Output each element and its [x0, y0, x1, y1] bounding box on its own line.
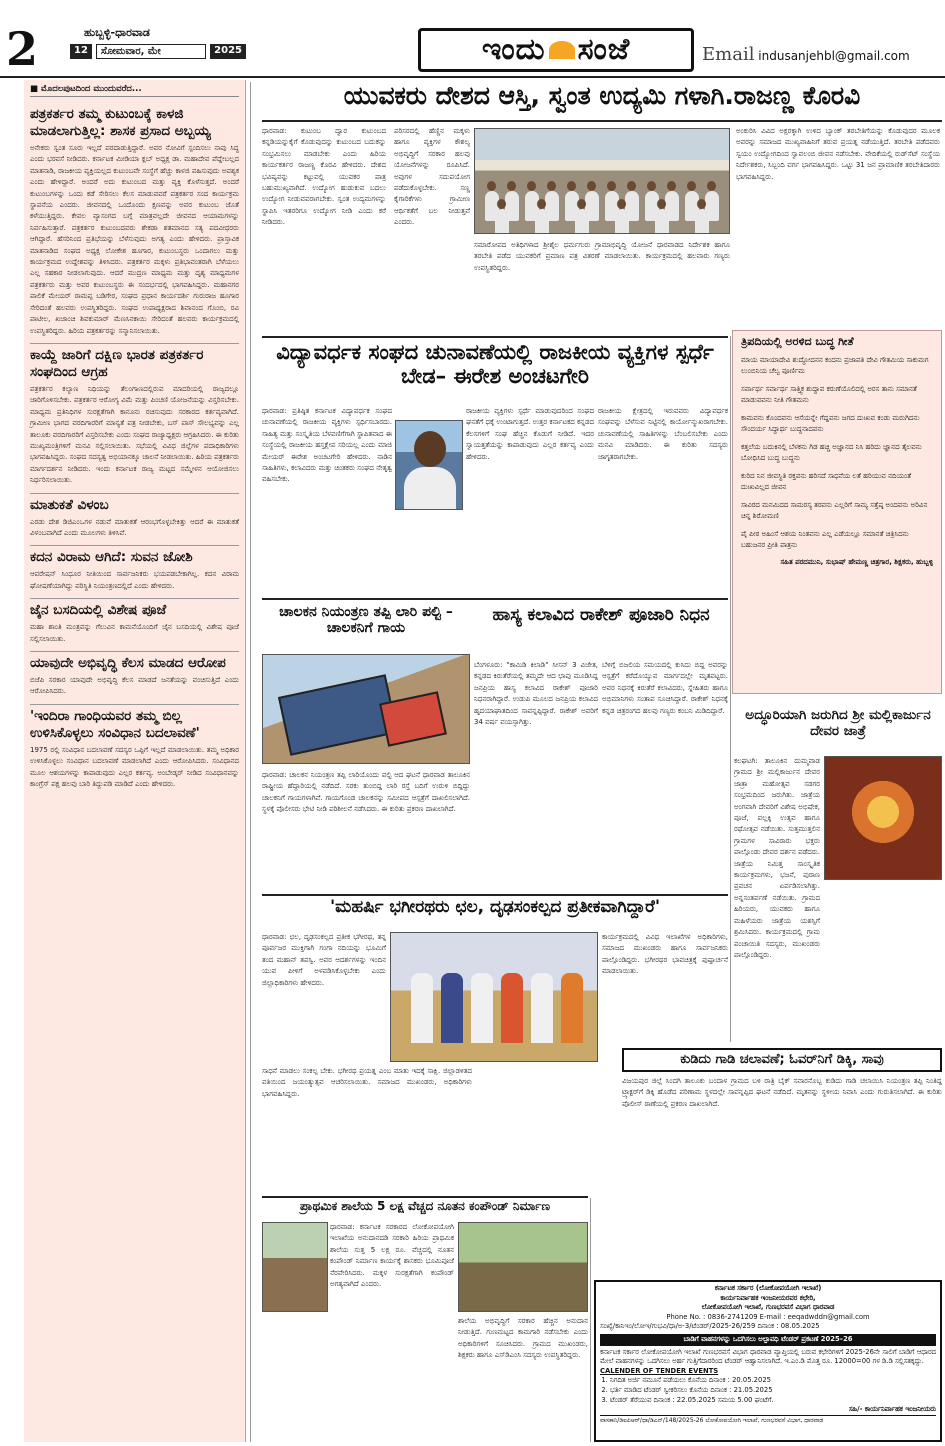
- poem-stanza: ಕುರಿದ ನಿನ ಜೀವಸ್ಥಿತಿ ರಕ್ತವನು ಹರಿಸದೆ ಸಾಧನೆಯ ಲತೆ ಹರಿಯುವ ನದಿಯಂತೆ ದುಃಖವಿಲ್ಲದ ಜೀವನ: [741, 472, 912, 491]
- column-rule: [730, 336, 731, 1042]
- top-story-col: ಪರಿಸರದಲ್ಲಿ ಹೆಣ್ಣಿನ ಮಕ್ಕಳು ಹಾಗೂ ವ್ಯಕ್ತಿಗಳ ಕೌಶಲ್ಯ ಅಭಿವೃದ್ಧಿಗೆ ಸರಕಾರ ಹಲವು ಯೋಜನೆಗಳನ್ನು ರೂಪಿಸಿದೆ. ಅವುಗಳ ಸದುಪಯೋಗ ಪಡೆದುಕೊಳ್ಳಬೇಕು. ಸಣ್ಣ ಕೈಗಾರಿಕೆಗಳು ಗ್ರಾಮೀಣ ಆರ್ಥಿಕತೆಗೆ ಬಲ ನೀಡುತ್ತವೆ ಎಂದರು.: [394, 127, 470, 227]
- divider: [262, 598, 728, 600]
- poem-stanza: ಸರ್ವಾರ್ಥ ಸರ್ವಾರ್ಥ ಸಾತ್ತ್ವಿಕ ಶುದ್ಧಾವ ಕರುಣೆಯೊಲಿದಲ್ಲಿ ಅರಸ ತಾನು ಸಮಾನತೆ ಮಾಡುವವನು ನೀತಿ ಗೌತಮನು: [741, 385, 917, 404]
- second-story-col: ರಾಜಕೀಯ ವ್ಯಕ್ತಿಗಳು ಸ್ಪರ್ಧೆ ಮಾಡುವುದರಿಂದ ಸಂಘದ ಘನತೆಗೆ ಧಕ್ಕೆ ಉಂಟಾಗುತ್ತದೆ. ಉತ್ತರ ಕರ್ನಾಟಕದ ಕನ್ನಡದ ಕೆಲಸಗಳಿಗೆ ಸಂಘ ಹೆಚ್ಚಿನ ಕೊಡುಗೆ ನೀಡಿದೆ. ಇದರ ಸ್ವಾಯತ್ತತೆಯನ್ನು ಕಾಪಾಡುವುದು ಎಲ್ಲರ ಕರ್ತವ್ಯ ಎಂದು ಹೇಳಿದರು.: [466, 407, 594, 461]
- group-photo: [474, 128, 730, 234]
- newspaper-logo: ಇಂದು ಸಂಜೆ: [418, 28, 694, 72]
- tender-banner: ಬಾಡಿಗೆ ವಾಹನಗಳನ್ನು ಒದಗಿಸಲು ಅಲ್ಪಾವಧಿ ಟೆಂಡರ್ ಪ್ರಕಟಣೆ 2025–26: [600, 1334, 936, 1346]
- tender-line: ಕಾರ್ಯನಿರ್ವಾಹಕ ಇಂಜನೀಯರವರ ಕಛೇರಿ,: [720, 1293, 816, 1302]
- lorry-body: ಧಾರವಾಡ: ಚಾಲಕನ ನಿಯಂತ್ರಣ ತಪ್ಪಿ ಲಾರಿಯೊಂದು ಪಲ್ಟಿ ಆದ ಘಟನೆ ಧಾರವಾಡ ತಾಲೂಕಿನ ರಾಷ್ಟ್ರೀಯ ಹೆದ್ದಾರಿಯಲ್ಲಿ ನಡೆದಿದೆ. ಸರಕು ತುಂಬಿದ್ದ ಲಾರಿ ರಸ್ತೆ ಬದಿಗೆ ಉರುಳಿ ಬಿದ್ದಿದ್ದು ಚಾಲಕನಿಗೆ ಗಾಯಗಳಾಗಿವೆ. ಗಾಯಗೊಂಡ ಚಾಲಕನನ್ನು ಸಮೀಪದ ಆಸ್ಪತ್ರೆಗೆ ದಾಖಲಿಸಲಾಗಿದೆ. ಸ್ಥಳಕ್ಕೆ ಪೊಲೀಸರು ಭೇಟಿ ನೀಡಿ ಪರಿಶೀಲನೆ ನಡೆಸಿದರು. ಈ ಕುರಿತು ಪ್ರಕರಣ ದಾಖಲಾಗಿದೆ.: [262, 771, 470, 814]
- continued-kicker: ■ ಮೊದಲಪುಟದಿಂದ ಮುಂದುವರೆದ...: [30, 84, 239, 97]
- column-rule: [250, 82, 251, 1442]
- comedian-col: ಬೆಂಗಳೂರು: "ಕಾಮಿಡಿ ಕಿಲಾಡಿ" ಸೀಸನ್ 3 ವಿಜೇತ, ಕನ್ನಡದ ಕಿರುತೆರೆಯಲ್ಲಿ ತಮ್ಮದೇ ಆದ ಛಾಪು ಮೂಡಿಸಿದ್ದ ಜನಪ್ರಿಯ ಹಾಸ್ಯ ಕಲಾವಿದ ರಾಕೇಶ್ ಪೂಜಾರಿ ನಿಧನರಾಗಿದ್ದಾರೆ. ಉಡುಪಿ ಮೂಲದ ಜನಪ್ರಿಯ ಕಲಾವಿದ ಹೃದಯಾಘಾತದಿಂದ ಸಾವನ್ನಪ್ಪಿದ್ದಾರೆ. ರಾಕೇಶ್ ಅವರಿಗೆ 34 ವರ್ಷ ವಯಸ್ಸಾಗಿತ್ತು.: [474, 661, 598, 727]
- second-story-col: ಧಾರವಾಡ: ಪ್ರತಿಷ್ಠಿತ ಕರ್ನಾಟಕ ವಿದ್ಯಾವರ್ಧಕ ಸಂಘದ ಚುನಾವಣೆಯಲ್ಲಿ ರಾಜಕೀಯ ವ್ಯಕ್ತಿಗಳು ಸ್ಪರ್ಧಿಸಬಾರದು. ಸಾಹಿತ್ಯ ಮತ್ತು ಸಂಸ್ಕೃತಿಯ ಬೆಳವಣಿಗೆಗಾಗಿ ಸ್ಥಾಪಿತವಾದ ಈ ಸಂಸ್ಥೆಯಲ್ಲಿ ರಾಜಕೀಯ ಹಸ್ತಕ್ಷೇಪ ಸರಿಯಲ್ಲ ಎಂದು ಮಾಜಿ ಮೇಯರ್ ಈರೇಶ ಅಂಚಟಗೇರಿ ಹೇಳಿದರು. ನಾಡಿನ ಸಾಹಿತಿಗಳು, ಕಲಾವಿದರು ಮತ್ತು ಚಿಂತಕರು ಸಂಘದ ನೇತೃತ್ವ ವಹಿಸಬೇಕು.: [262, 407, 392, 484]
- bhagiratha-col: ಧಾರವಾಡ: ಛಲ, ದೃಢಸಂಕಲ್ಪದ ಪ್ರತೀಕ ಭಗೀರಥ, ತನ್ನ ಪೂರ್ವಜರ ಮುಕ್ತಿಗಾಗಿ ಗಂಗಾ ನದಿಯನ್ನು ಭೂಮಿಗೆ ತಂದ ಮಹಾನ್ ತಪಸ್ವಿ. ಅವರ ಆದರ್ಶಗಳನ್ನು ಇಂದಿನ ಯುವ ಪೀಳಿಗೆ ಅಳವಡಿಸಿಕೊಳ್ಳಬೇಕು ಎಂದು ಜಿಲ್ಲಾಧಿಕಾರಿಗಳು ಹೇಳಿದರು.: [262, 933, 386, 987]
- bhagiratha-col: ಸಾಧನೆ ಮಾಡಲು ಸಂಕಲ್ಪ ಬೇಕು. ಭಗೀರಥ ಪ್ರಯತ್ನ ಎಂಬ ಮಾತು ಇದಕ್ಕೆ ಸಾಕ್ಷಿ. ಜಿಲ್ಲಾಡಳಿತದ ವತಿಯಿಂದ ಜಯಂತ್ಯುತ್ಸವ ಆಚರಿಸಲಾಯಿತು. ಸಮಾಜದ ಮುಖಂಡರು, ಅಧಿಕಾರಿಗಳು ಭಾಗವಹಿಸಿದ್ದರು.: [262, 1067, 472, 1098]
- email-contact: [702, 44, 910, 65]
- poem-stanza: ಸಾವಿರದ ಮನಮಿದದ ಸಾಮರಸ್ಯ ತರವನು ಎಲ್ಲರಿಗೆ ಸಾಮ್ಯ ಸತ್ತೆಷ್ಠ ಅಂದವನು ಅರಿವಿನ ಚಿನ್ನ ಶಿರೋಮಣಿ: [741, 501, 928, 520]
- left-column: [24, 80, 246, 1442]
- story-heading: 'ಇಂದಿರಾ ಗಾಂಧಿಯವರ ತಮ್ಮ ಬಿಲ್ಲ ಉಳಿಸಿಕೊಳ್ಳಲು ಸಂವಿಧಾನ ಬದಲಾವಣೆ': [30, 704, 239, 742]
- tender-footer: ವಾಸಕಾನಿ/ಡಿಐಪಿಆರ್/ಧಾ/ಡಿಎನ್/148/2025-26 ಲೋಕೋಪಯೋಗಿ ಇಲಾಖೆ, ಗುಣಭರವಸೆ ವಿಭಾಗ, ಧಾರವಾಡ: [600, 1415, 936, 1426]
- top-story-col: ಧಾರವಾಡ: ಕುಟುಂಬ ದ್ವಾರ ಕುಟುಂಬದ ಕನ್ನಡಿಯನ್ನುಕೈಗೆ ಕೊಡುವುದನ್ನು ಕುಟುಂಬದ ಬದುಕನ್ನು ಸಂಭ್ರಮಿಸಲು ಮಾಡಬೇಕು ಎಂದು ಹಿರಿಯ ಕಾರ್ಯಕರ್ತರ ರಾಜಣ್ಣ ಕೊರವಿ ಹೇಳಿದರು. ದೇಶದ ಭವಿಷ್ಯವನ್ನು ಕಟ್ಟುವಲ್ಲಿ ಯುವಕರ ಪಾತ್ರ ಬಹುಮುಖ್ಯವಾಗಿದೆ. ಉದ್ಯೋಗ ಹುಡುಕುವ ಬದಲು ಉದ್ಯೋಗ ನೀಡುವವರಾಗಬೇಕು. ಸ್ವಂತ ಉದ್ಯಮಗಳನ್ನು ಸ್ಥಾಪಿಸಿ ಇತರರಿಗೂ ಉದ್ಯೋಗ ನೀಡಿ ಎಂದು ಕರೆ ನೀಡಿದರು.: [262, 127, 386, 227]
- tender-line: ಕರ್ನಾಟಕ ಸರ್ಕಾರ (ಲೋಕೋಪಯೋಗಿ ಇಲಾಖೆ): [714, 1284, 822, 1292]
- bhagiratha-headline: 'ಮಹರ್ಷಿ ಭಗೀರಥರು ಛಲ, ದೃಢಸಂಕಲ್ಪದ ಪ್ರತೀಕವಾಗಿದ್ದಾರೆ': [329, 897, 661, 917]
- poem-stanza: ಕತ್ತಲೆಯ ಬದುಕಿನಲ್ಲಿ ಬೆಳಕನು ಗಿಡ ಹಚ್ಚಿ ಅಜ್ಞಾನದ ನಿಸಿ ಹರಿದು ಜ್ಞಾನದ ತೈಲವನು ಬೋಧಿಸಿದ ಬುದ್ಧ ಬುದ್ಧನು: [741, 443, 922, 462]
- poem-box: [732, 330, 942, 694]
- temple-headline: ಅದ್ಧೂರಿಯಾಗಿ ಜರುಗಿದ ಶ್ರೀ ಮಲ್ಲಿಕಾರ್ಜುನ ದೇವರ ಜಾತ್ರೆ: [745, 707, 931, 739]
- story-body: ಎರಡು ದೇಶ ಡಿಜಿಎಂಒಗಳ ನಡುವೆ ಮಾತುಕತೆ ಆರಂಭಗೊಳ್ಳಬೇಕಿತ್ತು ಆದರೆ ಈ ಮಾತುಕತೆ ವಿಳಂಬವಾಗಿದೆ ಎಂದು ಮೂಲಗಳು ತಿಳಿಸಿವೆ.: [30, 517, 239, 537]
- poem-stanza: ಕಾಮವನು ಕೊಂದವನು ಆಸೆಯನ್ನೇ ಗೆದ್ದವನು ಜಗದ ದುಃಖವ ಕಂಡು ಮರುಗಿದನು ಸೌಂದರ್ಯ ಸಿದ್ಧಾರ್ಥ ಬುದ್ಧನಾದವನು: [741, 414, 920, 433]
- divider: [262, 336, 728, 338]
- divider: [262, 120, 942, 122]
- school-col: ಶಾಲೆಯ ಅಭಿವೃದ್ಧಿಗೆ ಸರಕಾರ ಹೆಚ್ಚಿನ ಅನುದಾನ ನೀಡುತ್ತಿದೆ. ಗುಣಮಟ್ಟದ ಕಾಮಗಾರಿ ನಡೆಸಬೇಕು ಎಂದು ಅಧಿಕಾರಿಗಳಿಗೆ ಸೂಚಿಸಿದರು. ಗ್ರಾಮದ ಮುಖಂಡರು, ಶಿಕ್ಷಕರು ಹಾಗೂ ಎಸ್‌ಡಿಎಂಸಿ ಸದಸ್ಯರು ಉಪಸ್ಥಿತರಿದ್ದರು.: [458, 1317, 588, 1360]
- story-body: ಪತ್ರಕರ್ತರ ಕಲ್ಯಾಣ ನಿಧಿಯನ್ನು ತೆಲಂಗಾಣದಲ್ಲಿರುವ ಮಾದರಿಯಲ್ಲಿ ರಾಜ್ಯದಲ್ಲೂ ಜಾರಿಗೊಳಿಸಬೇಕು. ಪತ್ರಕರ್ತರ ಆರೋಗ್ಯ ವಿಮೆ ಮತ್ತು ಪಿಂಚಣಿ ಯೋಜನೆಯನ್ನು ವಿಸ್ತರಿಸಬೇಕು. ಮಾಧ್ಯಮ ಪ್ರತಿನಿಧಿಗಳ ಸುರಕ್ಷತೆಗಾಗಿ ಕಾನೂನು ರಚಿಸುವುದು ಸರಕಾರದ ಕರ್ತವ್ಯವಾಗಿದೆ. ಗ್ರಾಮೀಣ ಭಾಗದ ವರದಿಗಾರರಿಗೆ ಮಾನ್ಯತೆ ಪತ್ರ ನೀಡಬೇಕು, ಬಸ್ ಪಾಸ್ ಸೌಲಭ್ಯವನ್ನು ಎಲ್ಲ ತಾಲೂಕು ವರದಿಗಾರರಿಗೆ ವಿಸ್ತರಿಸಬೇಕು ಎಂದು ಸಂಘದ ರಾಜ್ಯಾಧ್ಯಕ್ಷರು ಆಗ್ರಹಿಸಿದರು. ಈ ಕುರಿತು ಮುಖ್ಯಮಂತ್ರಿಗಳಿಗೆ ಮನವಿ ಸಲ್ಲಿಸಲಾಯಿತು. ಸಭೆಯಲ್ಲಿ ವಿವಿಧ ಜಿಲ್ಲೆಗಳ ಪದಾಧಿಕಾರಿಗಳು ಭಾಗವಹಿಸಿದ್ದರು. ಸಂಘದ ಸದಸ್ಯತ್ವ ಅಭಿಯಾನಕ್ಕೂ ಚಾಲನೆ ನೀಡಲಾಯಿತು. ಹಿರಿಯ ಪತ್ರಕರ್ತರು ಮಾರ್ಗದರ್ಶನ ನೀಡಿದರು. ಇಂದು ಕರ್ನಾಟಕ ರಾಜ್ಯ ಮಟ್ಟದ ಸಮ್ಮೇಳನ ಆಯೋಜಿಸಲು ನಿರ್ಧರಿಸಲಾಯಿತು.: [30, 384, 239, 485]
- school-photo-b: [458, 1222, 588, 1312]
- school-photo-a: [262, 1222, 328, 1312]
- divider: [262, 1196, 588, 1198]
- edition-name: ಹುಬ್ಬಳ್ಳಿ-ಧಾರವಾಡ: [84, 26, 150, 39]
- tractor-body: ವಿಜಯಪುರ ಜಿಲ್ಲೆ ಸಿಂದಗಿ ತಾಲೂಕು ಬಂದಾಳ ಗ್ರಾಮದ ಬಳಿ ರಾತ್ರಿ ಬೈಕ್ ಸವಾರನೊಬ್ಬ ಕುಡಿದು ಗಾಡಿ ಚಲಾಯಿಸಿ ನಿಯಂತ್ರಣ ತಪ್ಪಿ ನಿಂತಿದ್ದ ಟ್ರ್ಯಾಕ್ಟರ್‌ಗೆ ಡಿಕ್ಕಿ ಹೊಡೆದ ಪರಿಣಾಮ ಸ್ಥಳದಲ್ಲೇ ಸಾವನ್ನಪ್ಪಿದ ಘಟನೆ ನಡೆದಿದೆ. ಮೃತನನ್ನು ಸ್ಥಳೀಯ ನಿವಾಸಿ ಎಂದು ಗುರುತಿಸಲಾಗಿದೆ. ಈ ಕುರಿತು ಪೊಲೀಸ್ ಠಾಣೆಯಲ್ಲಿ ಪ್ರಕರಣ ದಾಖಲಾಗಿದೆ.: [622, 1077, 942, 1108]
- poem-title: ತ್ರಿಪದಿಯಲ್ಲಿ ಅರಳಿದ ಬುದ್ಧ ಗೀತೆ: [741, 335, 854, 348]
- edition-info: [70, 26, 246, 59]
- tender-notice: [594, 1280, 942, 1442]
- temple-idol-photo: [824, 756, 942, 880]
- comedian-col: ಬೆಳಿಗ್ಗೆ ಬಿಜಲಿಯ ಸಮಯದಲ್ಲಿ ಕುಸಿದು ಬಿದ್ದ ಅವರನ್ನು ಆಸ್ಪತ್ರೆಗೆ ಕರೆದೊಯ್ಯುವ ಮಾರ್ಗದಲ್ಲೇ ಮೃತಪಟ್ಟರು. ಅವರ ನಿಧನಕ್ಕೆ ಕಿರುತೆರೆ ಕಲಾವಿದರು, ಸ್ನೇಹಿತರು ಹಾಗೂ ಅಭಿಮಾನಿಗಳು ಸಂತಾಪ ಸೂಚಿಸಿದ್ದಾರೆ. ರಾಕೇಶ್ ನಿಧನಕ್ಕೆ ಕನ್ನಡ ಚಿತ್ರರಂಗದ ಹಲವು ಗಣ್ಯರು ಕಂಬನಿ ಮಿಡಿದಿದ್ದಾರೆ.: [602, 661, 728, 715]
- bhagiratha-col: ಕಾರ್ಯಕ್ರಮದಲ್ಲಿ ವಿವಿಧ ಇಲಾಖೆಗಳ ಅಧಿಕಾರಿಗಳು, ಸಮಾಜದ ಮುಖಂಡರು ಹಾಗೂ ಸಾರ್ವಜನಿಕರು ಪಾಲ್ಗೊಂಡಿದ್ದರು. ಭಗೀರಥರ ಭಾವಚಿತ್ರಕ್ಕೆ ಪುಷ್ಪಾರ್ಚನೆ ಮಾಡಲಾಯಿತು.: [602, 933, 728, 976]
- story-heading: ಕದನ ವಿರಾಮ ಆಗಿದೆ: ಸುವನ ಜೋಶಿ: [30, 545, 239, 566]
- tender-sign: ಸಹಿ/- ಕಾರ್ಯನಿರ್ವಾಹಕ ಇಂಜನೀಯರು: [848, 1405, 936, 1414]
- poem-stanza: ಮಾಯ ಮಾಯಾದೇವಿ ಶುದ್ಧೋದನನ ಕಂದನು ಪ್ರಜಾಪತಿ ದೇವಿ ಗೌತಮಿಯ ಸಾಕುಮಗ ಲುಂಬಿನಿಯ ಚೆಲ್ವ ಪೂರ್ಣಿಮ: [741, 356, 929, 375]
- tender-ref: ಸಂಖ್ಯೆ/ಕಾನಿಇಂ/ಲೋಇ/ಗುಭವಿ/ಧಾ/ಅ-3/ಟೆಂಡರ್/2025-26/259 ದಿನಾಂಕ : 08.05.2025: [600, 1322, 820, 1331]
- story-body: ಬಿಜೆಪಿ ಸರಕಾರ ಯಾವುದೇ ಅಭಿವೃದ್ಧಿ ಕೆಲಸ ಮಾಡದೆ ಜನತೆಯನ್ನು ವಂಚಿಸುತ್ತಿದೆ ಎಂದು ಆರೋಪಿಸಿದರು.: [30, 676, 239, 696]
- tender-item: 3. ಟೆಂಡರ್ ತೆರೆಯುವ ದಿನಾಂಕ : 22.05.2025 ಸಮಯ 5.00 ಘಂಟೆಗೆ.: [610, 1396, 936, 1406]
- tender-line: ಲೋಕೋಪಯೋಗಿ ಇಲಾಖೆ, ಗುಣಭರವಸೆ ವಿಭಾಗ ಧಾರವಾಡ: [701, 1303, 835, 1312]
- temple-body: ಕಲಘಟಗಿ: ತಾಲೂಕಿನ ದುಮ್ಮವಾಡ ಗ್ರಾಮದ ಶ್ರೀ ಮಲ್ಲಿಕಾರ್ಜುನ ದೇವರ ಜಾತ್ರಾ ಮಹೋತ್ಸವ ಸಡಗರ ಸಂಭ್ರಮದಿಂದ ಜರುಗಿತು. ಜಾತ್ರೆಯ ಅಂಗವಾಗಿ ದೇವರಿಗೆ ವಿಶೇಷ ಅಭಿಷೇಕ, ಪೂಜೆ, ಪಲ್ಲಕ್ಕಿ ಉತ್ಸವ ಹಾಗೂ ರಥೋತ್ಸವ ನಡೆಯಿತು. ಸುತ್ತಮುತ್ತಲಿನ ಗ್ರಾಮಗಳ ಸಾವಿರಾರು ಭಕ್ತರು ಪಾಲ್ಗೊಂಡು ದೇವರ ದರ್ಶನ ಪಡೆದರು. ಜಾತ್ರೆಯ ನಿಮಿತ್ತ ಸಾಂಸ್ಕೃತಿಕ ಕಾರ್ಯಕ್ರಮಗಳು, ಭಜನೆ, ಪುರಾಣ ಪ್ರವಚನ ಏರ್ಪಡಿಸಲಾಗಿತ್ತು. ಅನ್ನಸಂತರ್ಪಣೆ ನಡೆಯಿತು. ಗ್ರಾಮದ ಹಿರಿಯರು, ಯುವಕರು ಹಾಗೂ ಮಹಿಳೆಯರು ಜಾತ್ರೆಯ ಯಶಸ್ಸಿಗೆ ಶ್ರಮಿಸಿದರು. ಕಾರ್ಯಕ್ರಮದಲ್ಲಿ ಗ್ರಾಮ ಪಂಚಾಯಿತಿ ಸದಸ್ಯರು, ಮುಖಂಡರು ಪಾಲ್ಗೊಂಡಿದ್ದರು.: [734, 757, 820, 959]
- top-story-col: ಸಮಾರೋಪದ ಅತಿಥಿಗಳಾದ ಶ್ರೀಶೈಲ ಧರ್ಮಗುರು ಗ್ರಾಮಾಭಿವೃದ್ಧಿ ಯೋಜನೆ ಧಾರವಾಡದ ನಿರ್ದೇಶಕ ಹಾಗೂ ತರಬೇತಿ ಪಡೆದ ಯುವಕರಿಗೆ ಪ್ರಮಾಣ ಪತ್ರ ವಿತರಣೆ ಮಾಡಲಾಯಿತು. ಕಾರ್ಯಕ್ರಮದಲ್ಲಿ ಹಲವಾರು ಗಣ್ಯರು ಉಪಸ್ಥಿತರಿದ್ದರು.: [474, 241, 730, 272]
- school-headline: ಪ್ರಾಥಮಿಕ ಶಾಲೆಯ 5 ಲಕ್ಷ ವೆಚ್ಚದ ನೂತನ ಕಂಪೌಂಡ್ ನಿರ್ಮಾಣ: [300, 1199, 550, 1213]
- story-heading: ಕಾಯ್ದೆ ಜಾರಿಗೆ ದಕ್ಷಿಣ ಭಾರತ ಪತ್ರಕರ್ತರ ಸಂಘದಿಂದ ಆಗ್ರಹ: [30, 343, 239, 381]
- story-body: ಅನೇಕರು ಸ್ವಂತ ಸೂರು ಇಲ್ಲದೆ ಪರದಾಡುತ್ತಿದ್ದಾರೆ. ಅವರ ನೋವಿಗೆ ಸ್ಪಂದಿಸಲು ನಾವು ಸಿದ್ಧ ಎಂದು ಭರವಸೆ ನೀಡಿದರು. ಕರ್ನಾಟಕ ಮೀಡಿಯಾ ಕ್ಲಬ್ ಅಧ್ಯಕ್ಷ ಡಾ. ಮಹಾದೇವ ಪೆದ್ದೇಬಲ್ಲದ ಮಾತನಾಡಿ, ರಾಜಕೀಯ ವ್ಯಕ್ತಿಯಲ್ಲದ ಕುಟುಂಬವೇ ಸಂಸ್ಥೆಗೆ ಹೆಚ್ಚು ಕಾಳಜಿ ವಹಿಸುವುದು ಅವಶ್ಯಕ ಎಂದು ಹೇಳಿದ್ದಾರೆ. ಅಂದರೆ ಅದು ಕುಟುಂಬದ ಮತ್ತು ವ್ಯಕ್ತಿ ಕೊಳೆಸುತ್ತದೆ. ಅಂದರೆ ಕುಟುಂಬಗಳನ್ನು ಒಂದು ಕಡೆ ಸೇರಿಸಲು ಕೆಲಸ ಮಾಡುವವರೆ ಪತ್ರಕರ್ತರ ಸಂದ ಕಾರ್ಯಕ್ರಮ ಸ್ಥಾಪನೆಯ ಎಂದರು. ಜೀವನದಲ್ಲಿ ಒಂದೊಂದು ಕ್ಷಣವನ್ನು ಅವರ ಕುಟುಂಬ ಜೊತೆ ಕಳೆಯುತ್ತಿದ್ದರು. ಕೇವಲ ವ್ಯಾಸಂಗದ ಬಗ್ಗೆ ಮಾತ್ರವಲ್ಲದೇ ಜೀವನದ ಆಯಾಮಗಳನ್ನು ನಿರ್ವಹಿಸುತ್ತಾರೆ. ಪತ್ರಕರ್ತರ ಕುಟುಂಬದವರು ಶೇಕಡಾ ಶತಮಾನದ ಸತ್ಯ ಪದವೀಧರರು ಆಗಿದ್ದಾರೆ. ಹೆಸರಿನಿಂದ ಪ್ರತಿಭೆಯನ್ನು ಬೆಳೆಸುವುದು ಅಗತ್ಯ ಎಂದು ಹೇಳಿದರು. ಪ್ರಾಸ್ತಾವಿಕ ಮಾತನಾಡಿದ ಸಂಘದ ಅಧ್ಯಕ್ಷ ಲೋಕೇಶ ಹೂಗಾರ, ಕುಟುಂಬಸ್ಥರು ಒಂದಾಗಲು ಮತ್ತು ಕಾರ್ಯಕ್ರಮದ ಉದ್ದೇಶವನ್ನು ತಿಳಿಸಿದರು. ಪತ್ರಕರ್ತರ ಮಕ್ಕಳು ಪ್ರತಿಭಾವಂತರಾಗಿ ಬೆಳೆಯಲು ಎಲ್ಲ ಸಹಕಾರ ನೀಡಲಾಗುವುದು. ಆದರೆ ಮುದ್ರಣ ಮಾಧ್ಯಮ ಮತ್ತು ದೃಶ್ಯ ಮಾಧ್ಯಮಗಳ ಪತ್ರಕರ್ತರು ಮತ್ತು ಅವರ ಕುಟುಂಬಸ್ಥರು ಈ ಸಂದರ್ಭದಲ್ಲಿ ಭಾಗವಹಿಸಿದ್ದರು. ಮಹಾನಗರ ಪಾಲಿಕೆ ಮೇಯರ್ ರಾಮಪ್ಪ ಬಡಿಗೇರ, ಸಂಘದ ಪ್ರಧಾನ ಕಾರ್ಯದರ್ಶಿ ಗುರುರಾಜ ಹೂಗಾರ ಸೇರಿದಂತೆ ಹಲವರು ಉಪಸ್ಥಿತರಿದ್ದರು. ಸಂಘದ ಉಪಾಧ್ಯಕ್ಷರಾದ ಶಿವಾನಂದ ಗೊಂಬಿ, ರವಿ ಪಾಟೀಲ, ಖಜಾಂಚಿ ಶಿವಕುಮಾರ್ ಮೆಣಸಿನಕಾಯಿ ಸೇರಿದಂತೆ ಹಲವರು ಕಾರ್ಯಕ್ರಮದಲ್ಲಿ ಉಪಸ್ಥಿತರಿದ್ದರು. ಹಿರಿಯ ಪತ್ರಕರ್ತರನ್ನು ಸನ್ಮಾನಿಸಲಾಯಿತು.: [30, 144, 239, 335]
- top-story-headline: ಯುವಕರು ದೇಶದ ಆಸ್ತಿ, ಸ್ವಂತ ಉದ್ಯಮಿ ಗಳಾಗಿ.ರಾಜಣ್ಣ ಕೊರವಿ: [343, 81, 861, 110]
- story-heading: ಯಾವುದೇ ಅಭಿವೃದ್ಧಿ ಕೆಲಸ ಮಾಡದ ಆರೋಪ: [30, 651, 239, 672]
- story-heading: ಪತ್ರಕರ್ತರ ತಮ್ಮ ಕುಟುಂಬಕ್ಕೆ ಕಾಳಜಿ ಮಾಡಲಾಗುತ್ತಿಲ್ಲ: ಶಾಸಕ ಪ್ರಸಾದ ಅಬ್ಬಯ್ಯ: [30, 106, 211, 139]
- tractor-headline: ಕುಡಿದು ಗಾಡಿ ಚಲಾವಣೆ; ಓವರ್‌ನಿಗೆ ಡಿಕ್ಕಿ, ಸಾವು: [622, 1048, 942, 1072]
- story-body: 1975 ರಲ್ಲಿ ಸಂವಿಧಾನ ಬದಲಾವಣೆ ಸದಸ್ಯರ ಒಪ್ಪಿಗೆ ಇಲ್ಲದೆ ಮಾಡಲಾಯಿತು. ತಮ್ಮ ಅಧಿಕಾರ ಉಳಿಸಿಕೊಳ್ಳಲು ಸಂವಿಧಾನ ಬದಲಾವಣೆ ಮಾಡಲಾಗಿದೆ ಎಂದು ಆರೋಪಿಸಿದರು. ಸಂವಿಧಾನದ ಮೂಲ ಆಶಯಗಳನ್ನು ಕಾಪಾಡುವುದು ಎಲ್ಲರ ಕರ್ತವ್ಯ. ಅಂಬೇಡ್ಕರ್ ನೀಡಿದ ಸಂವಿಧಾನವನ್ನು ಕಾಂಗ್ರೆಸ್ ಪಕ್ಷ ಹಲವು ಬಾರಿ ತಿದ್ದುಪಡಿ ಮಾಡಿದೆ ಎಂದು ಹೇಳಿದರು.: [30, 745, 239, 789]
- poem-author: ಸಹಿತ ಪರದಮುನಿ, ಸುಭಾಷ್ ಹೇಮಣ್ಣ ಚಿತ್ರಗಾರ, ಶಿಕ್ಷಕರು, ಹುಬ್ಬಳ್ಳಿ: [780, 558, 933, 566]
- masthead: [0, 0, 945, 78]
- tender-calendar: CALENDER OF TENDER EVENTS: [600, 1366, 719, 1375]
- bhagiratha-photo: [390, 932, 598, 1062]
- story-body: ಆಪರೇಷನ್ ಸಿಂಧೂರ ನೀತಿಯಿಂದ ಸಾರ್ವಜನಿಕರು ಭಯಪಡಬೇಕಾಗಿಲ್ಲ. ಕದನ ವಿರಾಮ ಘೋಷಣೆಯಾಗಿದ್ದು ಪರಿಸ್ಥಿತಿ ನಿಯಂತ್ರಣದಲ್ಲಿದೆ ಎಂದು ಹೇಳಿದರು.: [30, 570, 239, 590]
- page-box: 12: [70, 44, 92, 59]
- poem-stanza: ಪೈ ಪೀಠ ಅಹಿಂಸೆ ಆಶಯ ನಿಂತವನು ಎಲ್ಲ ಎಡೆಯಲ್ಲೂ ಸಮಾನತೆ ಚಿತ್ರಿಸಿದನು ಬಹುಜನರ ಪ್ರೀತಿ ಪಾತ್ರನು: [741, 530, 909, 549]
- sun-icon: [549, 41, 575, 59]
- story-heading: ಮಾತುಕತೆ ವಿಳಂಬ: [30, 493, 239, 514]
- lorry-photo: [262, 654, 470, 764]
- tender-item: 1. ನಿಗದಿತ ಅರ್ಜಿ ನಮೂನೆ ಪಡೆಯಲು ಕೊನೆಯ ದಿನಾಂಕ : 20.05.2025: [610, 1376, 936, 1386]
- email-address: indusanjehbl@gmail.com: [758, 49, 910, 63]
- tender-phone: Phone No. : 0836-2741209 E-mail : eeqadwddn@gmail.com: [666, 1312, 870, 1321]
- bhagiratha-col: [476, 1066, 616, 1196]
- divider: [262, 894, 728, 896]
- second-story-col: ರಾಜಕೀಯ ಕ್ಷೇತ್ರದಲ್ಲಿ ಇರುವವರು ವಿದ್ಯಾವರ್ಧಕ ಸಂಘವನ್ನು ಬೆಳೆಸುವ ನಿಟ್ಟಿನಲ್ಲಿ ಕಾರ್ಯೋನ್ಮುಖರಾಗಬೇಕು. ಚುನಾವಣೆಯಲ್ಲಿ ಸಾಹಿತಿಗಳನ್ನು ಬೆಂಬಲಿಸಬೇಕು ಎಂದು ಮನವಿ ಮಾಡಿದರು. ಈ ಕುರಿತು ಸದಸ್ಯರು ಜಾಗೃತರಾಗಬೇಕು.: [598, 407, 728, 461]
- page-number: 2: [6, 22, 39, 76]
- tender-item: 2. ಭರ್ತಿ ಮಾಡಿದ ಟೆಂಡರ್ ಸ್ವೀಕರಿಸಲು ಕೊನೆಯ ದಿನಾಂಕ : 21.05.2025: [610, 1386, 936, 1396]
- email-label: Email: [702, 44, 755, 65]
- date-year: 2025: [210, 44, 246, 59]
- comedian-headline: ಹಾಸ್ಯ ಕಲಾವಿದ ರಾಕೇಶ್ ಪೂಜಾರಿ ನಿಧನ: [492, 605, 710, 625]
- second-story-headline: ವಿದ್ಯಾವರ್ಧಕ ಸಂಘದ ಚುನಾವಣೆಯಲ್ಲಿ ರಾಜಕೀಯ ವ್ಯಕ್ತಿಗಳ ಸ್ಪರ್ಧೆ ಬೇಡ– ಈರೇಶ ಅಂಚಟಗೇರಿ: [276, 340, 714, 389]
- portrait-photo: [395, 420, 463, 510]
- column-rule: [590, 1198, 591, 1442]
- story-body: ಮಹಾ ಶಾಂತಿ ಮಂತ್ರವನ್ನು ಗೆಲುವಿನ ಕಾಮನೆಯೊಂದಿಗೆ ಜೈನ ಬಸದಿಯಲ್ಲಿ ವಿಶೇಷ ಪೂಜೆ ಸಲ್ಲಿಸಲಾಯಿತು.: [30, 623, 239, 643]
- tender-text: ಕರ್ನಾಟಕ ಸರ್ಕಾರ ಲೋಕೋಪಯೋಗಿ ಇಲಾಖೆ ಗುಣಭರವಸೆ ವಿಭಾಗ ಧಾರವಾಡ ವ್ಯಾಪ್ತಿಯಲ್ಲಿ ಬರುವ ಕಛೇರಿಗಳಿಗೆ 2025-26ನೇ ಸಾಲಿಗೆ ಬಾಡಿಗೆ ಆಧಾರದ ಮೇಲೆ ವಾಹನಗಳನ್ನು ಒದಗಿಸಲು ಅರ್ಹ ಗುತ್ತಿಗೆದಾರರಿಂದ ಟೆಂಡರ್ ಆಹ್ವಾನಿಸಲಾಗಿದೆ. ಇ.ಎಂ.ಡಿ ಮೊತ್ತ ರೂ. 12000=00 ಗಳ ಡಿ.ಡಿ ಸಲ್ಲಿಸತಕ್ಕದ್ದು.: [600, 1347, 936, 1366]
- story-heading: ಜೈನ ಬಸದಿಯಲ್ಲಿ ವಿಶೇಷ ಪೂಜೆ: [30, 598, 239, 619]
- top-story-col: ಅಂಕುರಿಸಿ ವಿವಿದ ಅಕ್ಷರಕ್ಕಾಗಿ ಉಳಿದ ಬ್ಯಾಂಕ್ ತರಬೇತಿಗೆಯನ್ನು ಕೊಡುವುದರ ಮೂಲಕ ಅವರನ್ನು ಸಮಾಜದ ಮುಖ್ಯವಾಹಿನಿಗೆ ತರುವ ಪ್ರಯತ್ನ ನಡೆಯುತ್ತಿದೆ. ತರಬೇತಿ ಪಡೆದವರು ಸ್ವಯಂ ಉದ್ಯೋಗದಿಂದ ಸ್ವಾವಲಂಬಿ ಜೀವನ ನಡೆಸಬೇಕು. ವೇದಿಕೆಯಲ್ಲಿ ರುಡ್‌ಸೆಟ್ ಸಂಸ್ಥೆಯ ನಿರ್ದೇಶಕರು, ಸಿಬ್ಬಂದಿ ವರ್ಗ ಭಾಗವಹಿಸಿದ್ದರು. ಒಟ್ಟು 31 ಜನ ಪ್ರಾಮಾಣಿಕ ತರಬೇತಿದಾರರು ಭಾಗವಹಿಸಿದ್ದರು.: [736, 127, 940, 181]
- date-day: ಸೋಮವಾರ, ಮೇ: [96, 44, 206, 59]
- school-col: ಧಾರವಾಡ: ಕರ್ನಾಟಕ ಸರಕಾರದ ಲೋಕೋಪಯೋಗಿ ಇಲಾಖೆಯ ಅನುದಾನದಡಿ ಸರಕಾರಿ ಹಿರಿಯ ಪ್ರಾಥಮಿಕ ಶಾಲೆಯ ಸುತ್ತ 5 ಲಕ್ಷ ರೂ. ವೆಚ್ಚದಲ್ಲಿ ನೂತನ ಕಂಪೌಂಡ್ ನಿರ್ಮಾಣ ಕಾರ್ಯಕ್ಕೆ ಶಾಸಕರು ಭೂಮಿಪೂಜೆ ನೆರವೇರಿಸಿದರು. ಮಕ್ಕಳ ಸುರಕ್ಷತೆಗಾಗಿ ಕಂಪೌಂಡ್ ಅಗತ್ಯವಾಗಿದೆ ಎಂದರು.: [330, 1223, 454, 1289]
- lorry-headline: ಚಾಲಕನ ನಿಯಂತ್ರಣ ತಪ್ಪಿ ಲಾರಿ ಪಲ್ಟಿ – ಚಾಲಕನಿಗೆ ಗಾಯ: [279, 604, 453, 637]
